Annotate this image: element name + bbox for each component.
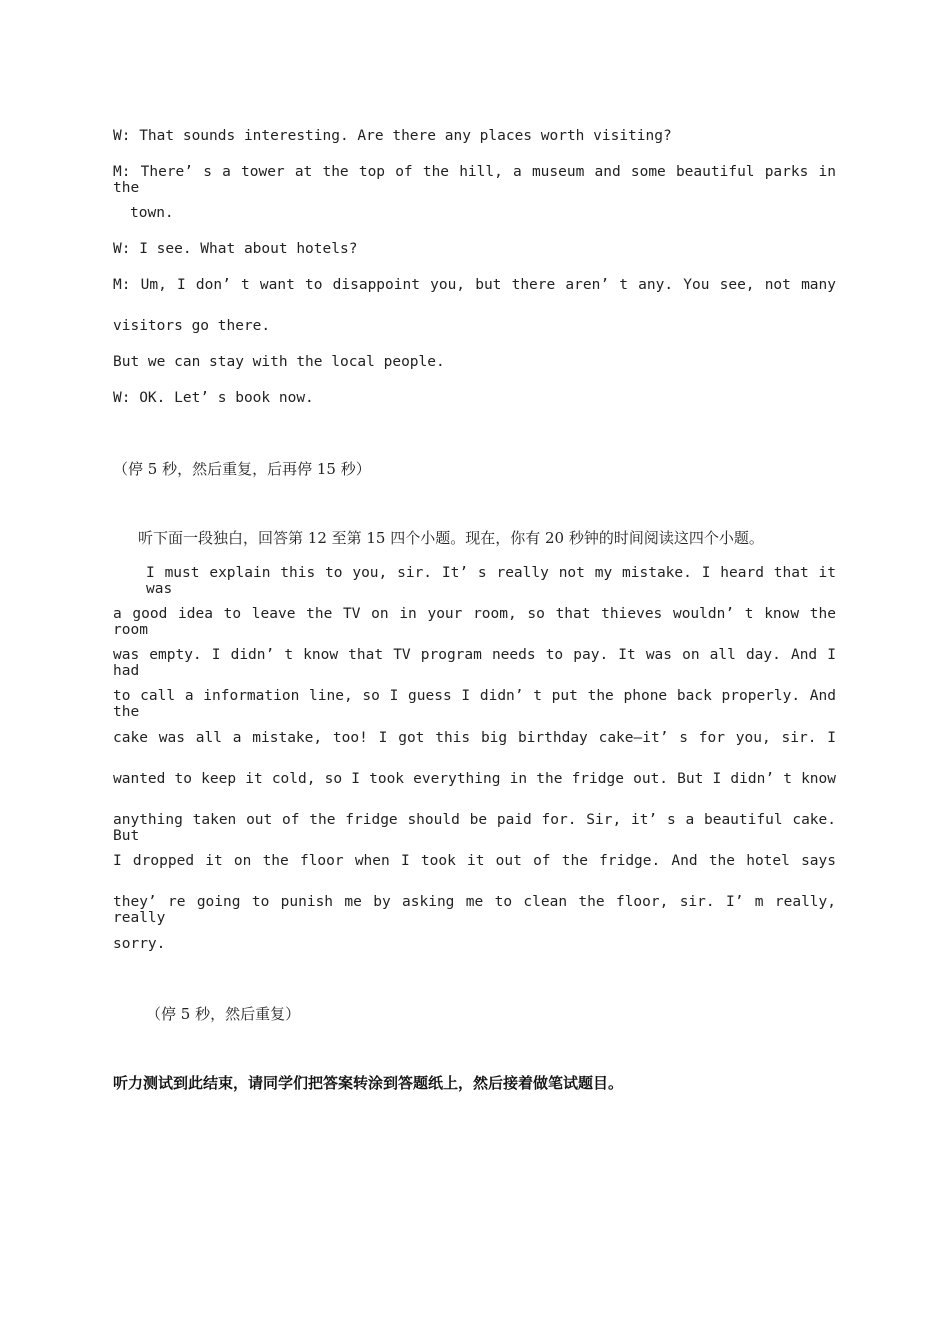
closing-instruction: 听力测试到此结束，请同学们把答案转涂到答题纸上，然后接着做笔试题目。 [113, 1074, 624, 1092]
dialogue-line: M: There’ s a tower at the top of the hill, a museum and some beautiful parks in the [113, 164, 836, 196]
dialogue-line: visitors go there. [113, 318, 271, 334]
monologue-line: sorry. [113, 936, 166, 952]
monologue-line: I must explain this to you, sir. It’ s really not my mistake. I heard that it was [146, 565, 836, 597]
pause-note: （停 5 秒，然后重复） [146, 1005, 301, 1023]
monologue-line: wanted to keep it cold, so I took everything in the fridge out. But I didn’ t know [113, 771, 836, 787]
section-instruction: 听下面一段独白，回答第 12 至第 15 四个小题。现在，你有 20 秒钟的时间阅读这四个小题。 [138, 529, 764, 547]
monologue-line: a good idea to leave the TV on in your room, so that thieves wouldn’ t know the room [113, 606, 836, 638]
monologue-line: they’ re going to punish me by asking me to clean the floor, sir. I’ m really, really [113, 894, 836, 926]
monologue-line: was empty. I didn’ t know that TV program needs to pay. It was on all day. And I had [113, 647, 836, 679]
monologue-line: to call a information line, so I guess I didn’ t put the phone back properly. And the [113, 688, 836, 720]
dialogue-line: W: I see. What about hotels? [113, 241, 358, 257]
monologue-line: anything taken out of the fridge should be paid for. Sir, it’ s a beautiful cake. But [113, 812, 836, 844]
monologue-line: cake was all a mistake, too! I got this big birthday cake—it’ s for you, sir. I [113, 730, 836, 746]
dialogue-line: M: Um, I don’ t want to disappoint you, but there aren’ t any. You see, not many [113, 277, 836, 293]
dialogue-line: W: That sounds interesting. Are there any places worth visiting? [113, 128, 672, 144]
pause-note: （停 5 秒，然后重复，后再停 15 秒） [113, 460, 371, 478]
monologue-line: I dropped it on the floor when I took it out of the fridge. And the hotel says [113, 853, 836, 869]
dialogue-line: W: OK. Let’ s book now. [113, 390, 314, 406]
dialogue-line: But we can stay with the local people. [113, 354, 445, 370]
dialogue-line: town. [130, 205, 174, 221]
